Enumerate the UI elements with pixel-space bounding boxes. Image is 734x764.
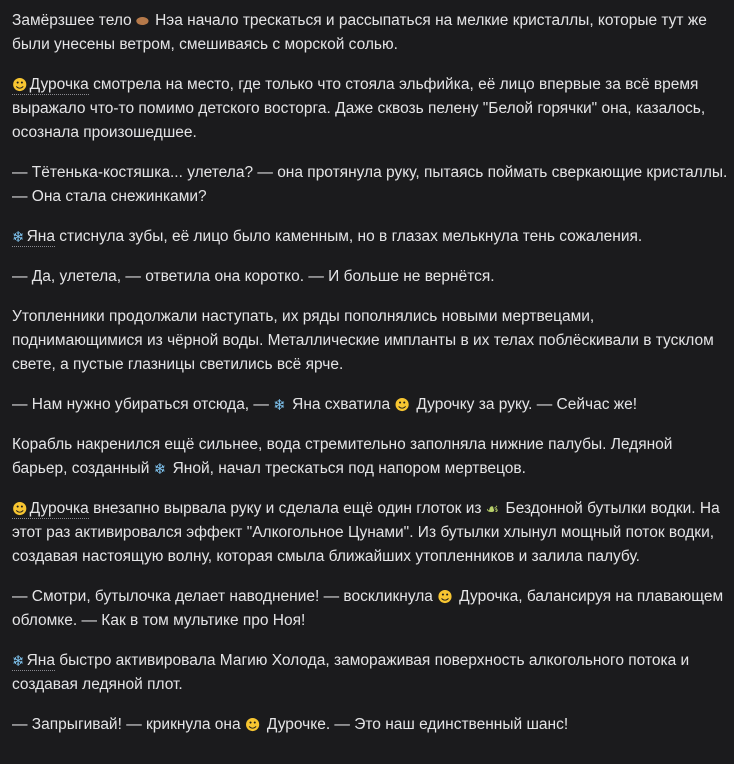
paragraph-8	[12, 433, 728, 481]
text-span: стиснула зубы, её лицо было каменным, но в глазах мелькнула тень сожаления.	[54, 228, 643, 245]
text-span: внезапно вырвала руку и сделала ещё один глоток из	[88, 500, 486, 517]
story-text	[12, 9, 728, 753]
character-name: Яна	[26, 228, 55, 245]
text-span: смотрела на место, где только что стояла эльфийка, её лицо впервые за всё время выражало что-то помимо детского восторга. Даже сквозь пелену "Белой горячки" она, казалось, осознала произошедшее.	[12, 76, 706, 141]
zany-face-icon: ☻	[12, 500, 28, 518]
paragraph-7	[12, 393, 728, 417]
text-span: Бездонной бутылки водки. На этот раз активировался эффект "Алкогольное Цунами". Из бутылки хлынул мощный поток водки, создавая настоящую волну, которая смыла ближайших утопленников и залила палубу.	[12, 500, 720, 565]
character-link-durochka[interactable]	[12, 76, 89, 95]
text-span: Дурочку за руку. — Сейчас же!	[412, 396, 638, 413]
character-link-yana[interactable]	[12, 652, 55, 671]
snowflake-icon: ❄	[12, 228, 25, 246]
text-span: Яной, начал трескаться под напором мертвецов.	[168, 460, 526, 477]
text-span: — Тётенька-костяшка... улетела? — она протянула руку, пытаясь поймать сверкающие кристаллы. — Она стала снежинками?	[12, 164, 728, 205]
text-span: — Запрыгивай! — крикнула она	[12, 716, 245, 733]
text-span: Нэа начало трескаться и рассыпаться на мелкие кристаллы, которые тут же были унесены ветром, смешиваясь с морской солью.	[12, 12, 707, 53]
text-span: Яна схватила	[287, 396, 395, 413]
zany-face-icon: ☻	[12, 76, 28, 94]
character-name: Дурочка	[29, 500, 89, 517]
character-link-durochka[interactable]	[12, 500, 89, 519]
character-name: Яна	[26, 652, 55, 669]
character-link-yana[interactable]	[12, 228, 55, 247]
paragraph-5	[12, 265, 728, 289]
paragraph-11	[12, 649, 728, 697]
paragraph-1	[12, 9, 728, 57]
text-span: — Нам нужно убираться отсюда, —	[12, 396, 274, 413]
text-span: быстро активировала Магию Холода, замораживая поверхность алкогольного потока и создавая ледяной плот.	[12, 652, 690, 693]
paragraph-2	[12, 73, 728, 145]
snowflake-icon: ❄	[12, 652, 25, 670]
paragraph-6	[12, 305, 728, 377]
paragraph-4	[12, 225, 728, 249]
text-span: — Смотри, бутылочка делает наводнение! — воскликнула	[12, 588, 438, 605]
text-span: Дурочке. — Это наш единственный шанс!	[262, 716, 569, 733]
paragraph-3	[12, 161, 728, 209]
text-span: Утопленники продолжали наступать, их ряды пополнялись новыми мертвецами, поднимающимися из чёрной воды. Металлические импланты в их телах поблёскивали в тусклом свете, а пустые глазницы светились всё ярче.	[12, 308, 714, 373]
potato-icon: ⬬	[135, 12, 149, 30]
paragraph-12	[12, 713, 728, 737]
text-span: — Да, улетела, — ответила она коротко. — И больше не вернётся.	[12, 268, 495, 285]
snowflake-icon: ❄	[273, 396, 286, 414]
zany-face-icon: ☻	[244, 716, 261, 734]
zany-face-icon: ☻	[437, 588, 453, 606]
paragraph-10	[12, 585, 728, 633]
snowflake-icon: ❄	[153, 460, 167, 478]
text-span: Дурочка, балансируя на плавающем обломке. — Как в том мультике про Ноя!	[12, 588, 724, 629]
paragraph-9	[12, 497, 728, 569]
bottle-icon: ☙	[485, 500, 500, 518]
character-name: Дурочка	[29, 76, 89, 93]
zany-face-icon: ☻	[394, 396, 411, 414]
text-span: Корабль накренился ещё сильнее, вода стремительно заполняла нижние палубы. Ледяной барьер, созданный	[12, 436, 673, 477]
text-span: Замёрзшее тело	[12, 12, 136, 29]
